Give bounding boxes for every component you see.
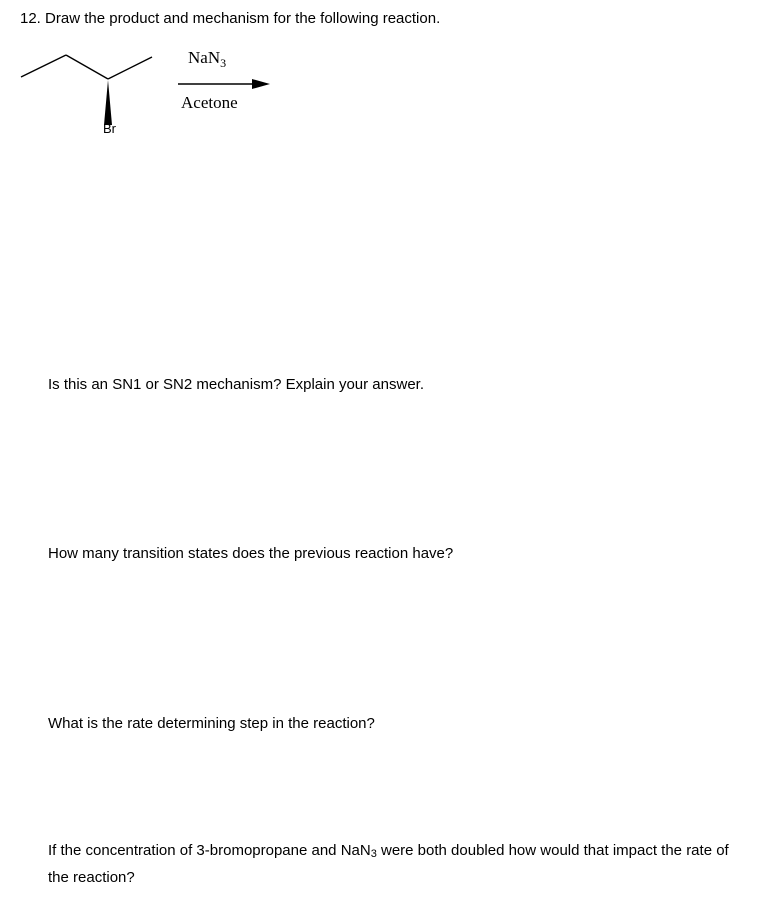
question-prompt: Draw the product and mechanism for the following reaction.: [45, 10, 441, 27]
question-concentration: [48, 838, 753, 891]
reaction-arrow-head: [252, 79, 270, 89]
question-mechanism: Is this an SN1 or SN2 mechanism? Explain your answer.: [48, 376, 425, 393]
concentration-text-end: were both doubled how would that impact the rate of the reaction?: [48, 842, 729, 886]
bond-left: [21, 55, 66, 77]
reagent-subscript: 3: [220, 56, 227, 70]
question-number: 12.: [20, 10, 41, 27]
bond-center-right: [108, 57, 152, 79]
reagent-label: [188, 48, 226, 68]
concentration-subscript: 3: [370, 848, 377, 860]
wedge-bond: [104, 80, 112, 125]
concentration-text-start: If the concentration of 3-bromopropane and NaN: [48, 842, 371, 859]
question-rate-step: What is the rate determining step in the reaction?: [48, 715, 375, 732]
bond-center-left: [66, 55, 108, 79]
bromine-label: Br: [103, 121, 116, 136]
reagent-main: NaN: [188, 48, 221, 67]
question-transition-states: How many transition states does the previous reaction have?: [48, 545, 454, 562]
solvent-label: Acetone: [181, 93, 238, 112]
reaction-scheme: [0, 0, 764, 160]
